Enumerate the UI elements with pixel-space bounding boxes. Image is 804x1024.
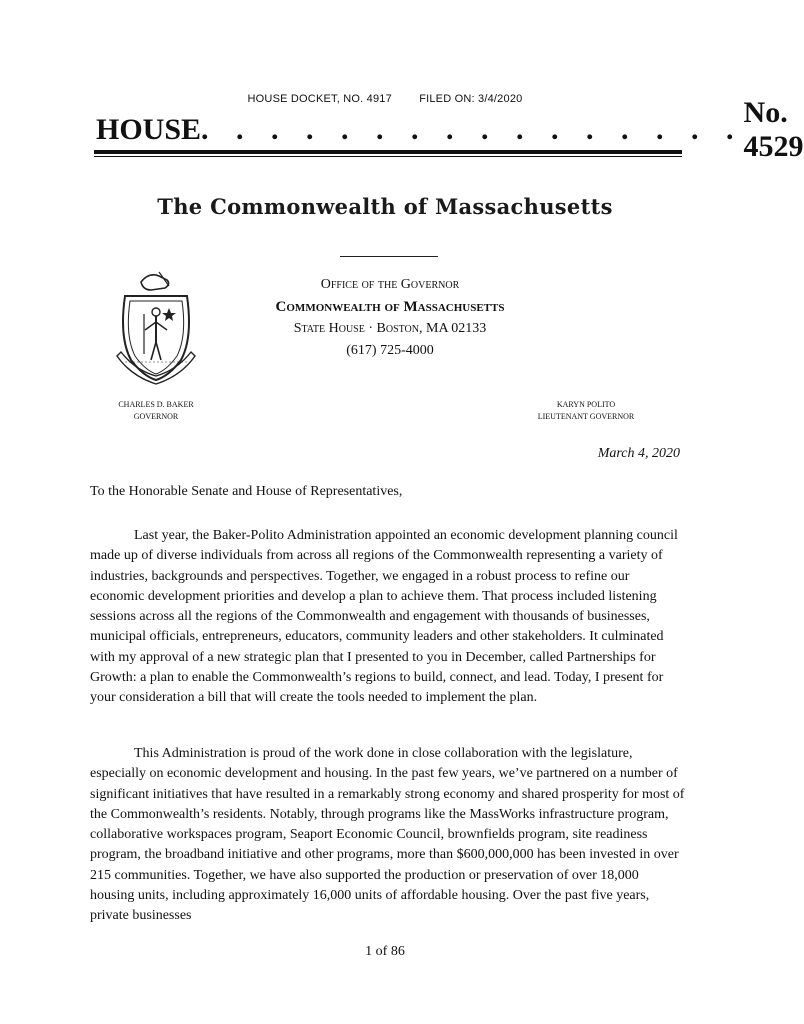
letter-date: March 4, 2020 — [597, 446, 680, 461]
lt-governor-title: LIEUTENANT GOVERNOR — [537, 412, 635, 421]
salutation: To the Honorable Senate and House of Representatives, — [90, 484, 403, 499]
heading-rule-thick — [94, 150, 682, 154]
office-address: State House · Boston, MA 02133 — [293, 321, 487, 336]
office-phone: (617) 725-4000 — [346, 343, 434, 358]
lt-governor-name: KARYN POLITO — [556, 400, 616, 409]
house-label: HOUSE — [96, 113, 202, 146]
body-paragraph-2: This Administration is proud of the work done in close collaboration with the legislature, especially on economic development and housing. In the past few years, we’ve partnered on a number of significant initiatives that have resulted in a remarkably strong economy and shared prosperity for most of the Commonwealth’s residents. Notably, through programs like the MassWorks infrastructure program, collaborative workspaces program, Seaport Economic Council, brownfields program, site readiness program, the broadband initiative and other programs, more than $600,000,000 has been invested in over 215 communities. Together, we have also supported the production or preservation of over 18,000 housing units, including approximately 16,000 units of affordable housing. Over the past five years, private businesses — [90, 746, 685, 924]
commonwealth-title: The Commonwealth of Massachusetts — [157, 194, 613, 219]
filed-date: FILED ON: 3/4/2020 — [419, 93, 523, 105]
massachusetts-seal-icon — [111, 268, 201, 386]
docket-line — [0, 93, 770, 105]
title-divider — [340, 256, 438, 257]
lt-governor-block — [520, 399, 652, 423]
office-commonwealth: Commonwealth of Massachusetts — [275, 299, 505, 315]
heading-rule-thin — [94, 156, 682, 157]
leader-dots: . . . . . . . . . . . . . . . . — [201, 113, 744, 146]
governor-name: CHARLES D. BAKER — [118, 400, 194, 409]
page-number: 1 of 86 — [365, 944, 405, 959]
docket-number: HOUSE DOCKET, NO. 4917 — [247, 93, 392, 105]
office-letterhead — [230, 274, 550, 362]
office-title: Office of the Governor — [320, 277, 460, 292]
body-paragraph-1: Last year, the Baker-Polito Administration appointed an economic development planning council made up of diverse individuals from across all regions of the Commonwealth representing a variety of industries, backgrounds and perspectives. Together, we engaged in a robust process to refine our economic development priorities and develop a plan to achieve them. That process included listening sessions across all the regions of the Commonwealth and engagement with thousands of businesses, municipal officials, entrepreneurs, educators, community leaders and other stakeholders. It culminated with my approval of a new strategic plan that I presented to you in December, called Partnerships for Growth: a plan to enable the Commonwealth’s regions to build, connect, and lead. Today, I present for your consideration a bill that will create the tools needed to implement the plan. — [90, 528, 678, 706]
governor-block — [100, 399, 212, 423]
governor-title: GOVERNOR — [133, 412, 179, 421]
bill-number: No. 4529 — [743, 96, 804, 163]
